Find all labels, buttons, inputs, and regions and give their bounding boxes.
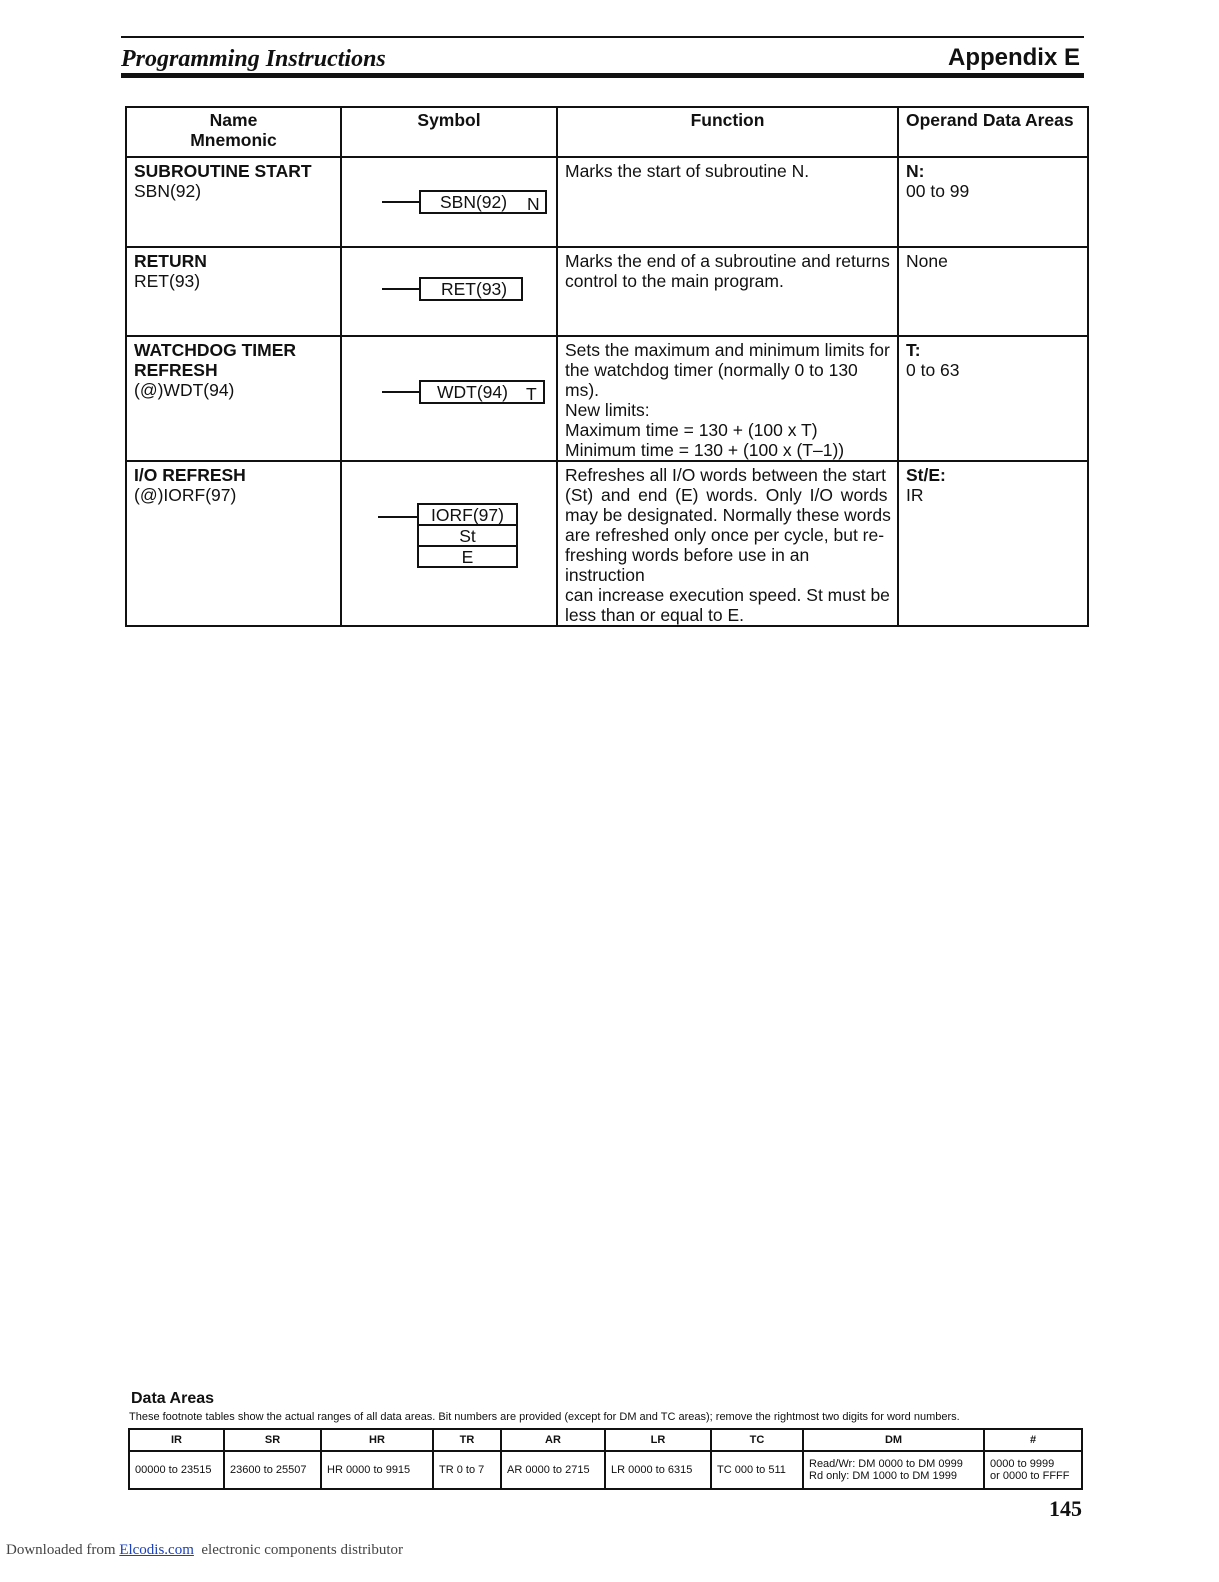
header-name-label: Name	[209, 110, 258, 130]
function-line: Marks the end of a subroutine and returns	[565, 251, 890, 271]
function-line: may be designated. Normally these words	[565, 505, 891, 525]
section-title: Programming Instructions	[121, 46, 386, 72]
instruction-box	[419, 277, 523, 301]
area-header: TR	[433, 1429, 501, 1451]
area-value: TC 000 to 511	[711, 1451, 803, 1489]
operand-cell	[898, 461, 1088, 626]
box-operand: T	[526, 384, 537, 404]
instruction-mnemonic: (@)WDT(94)	[134, 380, 235, 400]
operand-label: T:	[906, 340, 921, 360]
symbol-cell	[341, 336, 557, 461]
ladder-line	[382, 391, 420, 393]
area-value: LR 0000 to 6315	[605, 1451, 711, 1489]
box-label: SBN(92)	[440, 192, 508, 212]
header-mnemonic-label: Mnemonic	[190, 130, 277, 150]
data-areas-header-row	[129, 1429, 1082, 1451]
table-header-row	[126, 107, 1088, 157]
area-header: LR	[605, 1429, 711, 1451]
header-symbol: Symbol	[341, 107, 557, 157]
function-line: Maximum time = 130 + (100 x T)	[565, 420, 818, 440]
header-operands: Operand Data Areas	[898, 107, 1088, 157]
function-cell	[557, 336, 898, 461]
function-line: are refreshed only once per cycle, but re-	[565, 525, 885, 545]
header-function: Function	[557, 107, 898, 157]
data-areas-note: These footnote tables show the actual ranges of all data areas. Bit numbers are provided (except for DM and TC areas); remove the rightmost two digits for word numbers.	[129, 1411, 960, 1423]
instruction-mnemonic: RET(93)	[134, 271, 201, 291]
instruction-mnemonic: (@)IORF(97)	[134, 485, 237, 505]
operand-cell	[898, 247, 1088, 336]
operand-value: 00 to 99	[906, 181, 970, 201]
dm-line1: Read/Wr: DM 0000 to DM 0999	[809, 1458, 963, 1470]
instruction-box	[419, 380, 545, 404]
symbol-cell	[341, 247, 557, 336]
area-header: SR	[224, 1429, 321, 1451]
function-line: freshing words before use in an instruction	[565, 545, 810, 585]
page-number: 145	[1049, 1496, 1082, 1521]
data-areas-title: Data Areas	[131, 1390, 215, 1407]
download-footer	[6, 1542, 403, 1559]
instruction-name: SUBROUTINE START	[134, 161, 312, 181]
appendix-label: Appendix E	[947, 44, 1080, 71]
function-line: less than or equal to E.	[565, 605, 744, 625]
name-cell	[126, 247, 341, 336]
name-cell	[126, 461, 341, 626]
operand-value: None	[906, 251, 948, 271]
operand-value: 0 to 63	[906, 360, 960, 380]
area-value-dm	[803, 1451, 984, 1489]
instruction-mnemonic: SBN(92)	[134, 181, 202, 201]
function-line: Marks the start of subroutine N.	[565, 161, 810, 181]
table-row	[126, 461, 1088, 626]
instruction-name: I/O REFRESH	[134, 465, 246, 485]
name-cell	[126, 157, 341, 247]
elcodis-link[interactable]: Elcodis.com	[119, 1542, 194, 1558]
function-line: New limits:	[565, 400, 650, 420]
hash-line1: 0000 to 9999	[990, 1458, 1055, 1470]
area-header: AR	[501, 1429, 605, 1451]
symbol-cell	[341, 461, 557, 626]
function-cell	[557, 461, 898, 626]
instruction-name-line2: REFRESH	[134, 360, 218, 380]
footer-suffix: electronic components distributor	[193, 1542, 404, 1558]
area-value: HR 0000 to 9915	[321, 1451, 433, 1489]
footer-prefix: Downloaded from	[6, 1542, 120, 1558]
function-line: Refreshes all I/O words between the start	[565, 465, 886, 485]
instruction-name: RETURN	[134, 251, 207, 271]
area-header: #	[984, 1429, 1082, 1451]
box-label: RET(93)	[441, 279, 508, 299]
table-row	[126, 336, 1088, 461]
area-header: IR	[129, 1429, 224, 1451]
hash-line2: or 0000 to FFFF	[990, 1470, 1070, 1482]
operand-label: N:	[906, 161, 925, 181]
area-header: TC	[711, 1429, 803, 1451]
box-operand-start: St	[417, 524, 518, 547]
function-cell	[557, 247, 898, 336]
table-row	[126, 157, 1088, 247]
box-label: WDT(94)	[437, 382, 508, 402]
table-row	[126, 247, 1088, 336]
ladder-line	[382, 201, 420, 203]
operand-cell	[898, 336, 1088, 461]
area-value: TR 0 to 7	[433, 1451, 501, 1489]
function-line: the watchdog timer (normally 0 to 130 ms).	[565, 360, 858, 400]
data-areas-value-row	[129, 1451, 1082, 1489]
ladder-line	[378, 516, 418, 518]
area-header: HR	[321, 1429, 433, 1451]
instruction-box	[419, 190, 547, 214]
area-value-hash	[984, 1451, 1082, 1489]
function-line: control to the main program.	[565, 271, 784, 291]
function-line: Minimum time = 130 + (100 x (T–1))	[565, 440, 845, 460]
operand-label: St/E:	[906, 465, 946, 485]
instruction-name: WATCHDOG TIMER	[134, 340, 297, 360]
box-operand-end: E	[417, 545, 518, 568]
area-header: DM	[803, 1429, 984, 1451]
area-value: AR 0000 to 2715	[501, 1451, 605, 1489]
function-line: Sets the maximum and minimum limits for	[565, 340, 890, 360]
operand-cell	[898, 157, 1088, 247]
name-cell	[126, 336, 341, 461]
dm-line2: Rd only: DM 1000 to DM 1999	[809, 1470, 957, 1482]
area-value: 23600 to 25507	[224, 1451, 321, 1489]
page-header	[121, 36, 1084, 78]
box-label: IORF(97)	[417, 503, 518, 526]
box-operand: N	[527, 194, 540, 214]
instruction-stack	[417, 505, 518, 568]
header-name	[126, 107, 341, 157]
function-line: (St) and end (E) words. Only I/O words	[565, 485, 888, 505]
data-areas-table	[128, 1428, 1083, 1490]
area-value: 00000 to 23515	[129, 1451, 224, 1489]
operand-value: IR	[906, 485, 924, 505]
ladder-line	[382, 288, 420, 290]
symbol-cell	[341, 157, 557, 247]
function-line: can increase execution speed. St must be	[565, 585, 890, 605]
instruction-table	[125, 106, 1089, 627]
function-cell	[557, 157, 898, 247]
